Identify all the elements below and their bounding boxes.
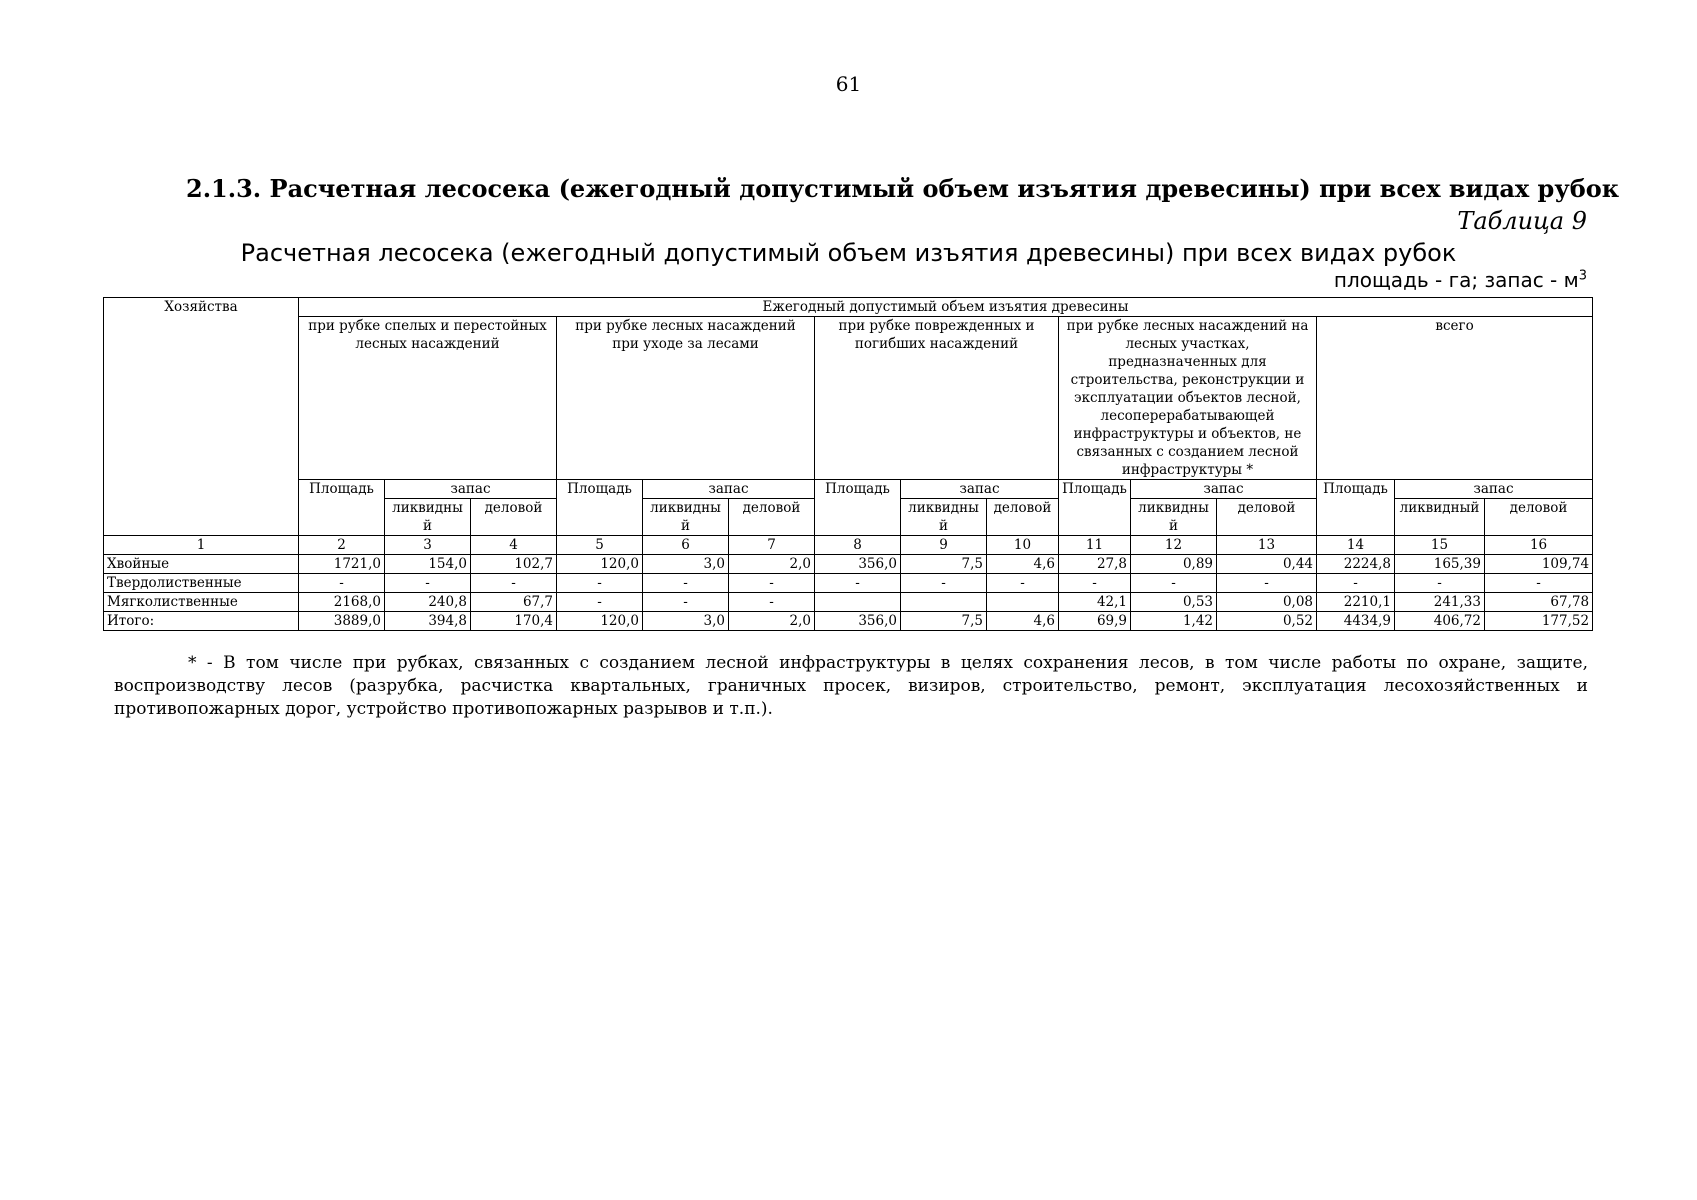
table-cell: 356,0 <box>815 612 901 631</box>
page-number: 61 <box>835 72 862 96</box>
header-stock: запас <box>385 480 557 499</box>
header-group-total: всего <box>1317 317 1593 480</box>
table-cell: 0,53 <box>1131 593 1217 612</box>
table-cell: - <box>1395 574 1485 593</box>
row-label: Твердолиственные <box>104 574 299 593</box>
table-cell: 240,8 <box>385 593 471 612</box>
header-business: деловой <box>1217 499 1317 536</box>
header-business: деловой <box>1485 499 1593 536</box>
units-note <box>1334 268 1587 292</box>
table-row <box>104 555 1593 574</box>
table-cell: 1721,0 <box>299 555 385 574</box>
table-cell: - <box>643 574 729 593</box>
table-cell: 7,5 <box>901 555 987 574</box>
table-cell: 4,6 <box>987 555 1059 574</box>
table-cell: 0,44 <box>1217 555 1317 574</box>
table-cell: 120,0 <box>557 612 643 631</box>
table-cell: 7,5 <box>901 612 987 631</box>
header-liquid: ликвидный <box>385 499 471 536</box>
header-stock: запас <box>1395 480 1593 499</box>
column-number: 16 <box>1485 536 1593 555</box>
table-body <box>104 555 1593 631</box>
footnote: * - В том числе при рубках, связанных с созданием лесной инфраструктуры в целях сохранения лесов, в том числе работы по охране, защите, воспроизводству лесов (разрубка, расчистка квартальных, граничных просек, визиров, строительство, ремонт, эксплуатация лесохозяйственных и противопожарных дорог, устройство противопожарных разрывов и т.п.). <box>114 653 1588 719</box>
table-cell: - <box>299 574 385 593</box>
header-liquid: ликвидный <box>1131 499 1217 536</box>
table-cell: - <box>1217 574 1317 593</box>
table-cell: 3889,0 <box>299 612 385 631</box>
table-cell: - <box>471 574 557 593</box>
units-text: площадь - га; запас - м <box>1333 268 1579 292</box>
header-stock: запас <box>901 480 1059 499</box>
table-cell: - <box>729 574 815 593</box>
table-cell <box>901 593 987 612</box>
column-number: 8 <box>815 536 901 555</box>
table-cell: 154,0 <box>385 555 471 574</box>
table-cell: 42,1 <box>1059 593 1131 612</box>
table-cell: 69,9 <box>1059 612 1131 631</box>
table-header <box>104 298 1593 555</box>
column-number: 9 <box>901 536 987 555</box>
header-annual-volume: Ежегодный допустимый объем изъятия древесины <box>299 298 1593 317</box>
header-business: деловой <box>987 499 1059 536</box>
column-number: 6 <box>643 536 729 555</box>
table-cell: 4434,9 <box>1317 612 1395 631</box>
header-group-damaged: при рубке поврежденных и погибших насаждений <box>815 317 1059 480</box>
header-farms: Хозяйства <box>104 298 299 536</box>
table-cell: 2,0 <box>729 612 815 631</box>
column-number: 15 <box>1395 536 1485 555</box>
table-cell: 177,52 <box>1485 612 1593 631</box>
table-cell: 2224,8 <box>1317 555 1395 574</box>
header-area: Площадь <box>815 480 901 536</box>
header-area: Площадь <box>1317 480 1395 536</box>
column-number: 5 <box>557 536 643 555</box>
row-label: Итого: <box>104 612 299 631</box>
column-number: 12 <box>1131 536 1217 555</box>
table-cell: 2210,1 <box>1317 593 1395 612</box>
column-number: 13 <box>1217 536 1317 555</box>
table-cell: 0,89 <box>1131 555 1217 574</box>
table-cell: 406,72 <box>1395 612 1485 631</box>
column-number: 14 <box>1317 536 1395 555</box>
table-cell: - <box>1485 574 1593 593</box>
table-row <box>104 612 1593 631</box>
header-area: Площадь <box>557 480 643 536</box>
table-cell: 3,0 <box>643 555 729 574</box>
table-row <box>104 574 1593 593</box>
header-business: деловой <box>729 499 815 536</box>
table-label: Таблица 9 <box>1457 207 1587 235</box>
table-cell <box>815 593 901 612</box>
header-liquid: ликвидный <box>901 499 987 536</box>
table-cell: - <box>815 574 901 593</box>
table-cell: 0,52 <box>1217 612 1317 631</box>
table-cell: - <box>1317 574 1395 593</box>
header-liquid: ликвидный <box>643 499 729 536</box>
table-cell: 3,0 <box>643 612 729 631</box>
table-cell: - <box>385 574 471 593</box>
units-superscript: 3 <box>1578 268 1587 284</box>
column-number: 2 <box>299 536 385 555</box>
table-cell: 109,74 <box>1485 555 1593 574</box>
table-cell: 102,7 <box>471 555 557 574</box>
table-cell: - <box>729 593 815 612</box>
table-cell: - <box>1131 574 1217 593</box>
table-cell: 67,78 <box>1485 593 1593 612</box>
table-cell: 356,0 <box>815 555 901 574</box>
header-liquid: ликвидный <box>1395 499 1485 536</box>
table-cell: 67,7 <box>471 593 557 612</box>
column-number: 1 <box>104 536 299 555</box>
harvest-table <box>103 297 1593 631</box>
header-group-mature: при рубке спелых и перестойных лесных насаждений <box>299 317 557 480</box>
table-cell: 394,8 <box>385 612 471 631</box>
table-cell: 120,0 <box>557 555 643 574</box>
table-cell: - <box>1059 574 1131 593</box>
header-business: деловой <box>471 499 557 536</box>
column-number-row <box>104 536 1593 555</box>
section-heading: 2.1.3. Расчетная лесосека (ежегодный допустимый объем изъятия древесины) при всех видах рубок <box>186 174 1620 203</box>
table-cell: 241,33 <box>1395 593 1485 612</box>
table-cell: 1,42 <box>1131 612 1217 631</box>
header-stock: запас <box>1131 480 1317 499</box>
table-cell: 4,6 <box>987 612 1059 631</box>
table-cell: 27,8 <box>1059 555 1131 574</box>
column-number: 7 <box>729 536 815 555</box>
table-cell: - <box>557 593 643 612</box>
table-row <box>104 593 1593 612</box>
column-number: 11 <box>1059 536 1131 555</box>
table-cell: 0,08 <box>1217 593 1317 612</box>
table-cell: - <box>557 574 643 593</box>
table-cell <box>987 593 1059 612</box>
header-area: Площадь <box>299 480 385 536</box>
row-label: Мягколиственные <box>104 593 299 612</box>
header-area: Площадь <box>1059 480 1131 536</box>
column-number: 4 <box>471 536 557 555</box>
column-number: 10 <box>987 536 1059 555</box>
table-cell: - <box>643 593 729 612</box>
table-cell: 2,0 <box>729 555 815 574</box>
table-cell: 165,39 <box>1395 555 1485 574</box>
table-cell: 170,4 <box>471 612 557 631</box>
header-stock: запас <box>643 480 815 499</box>
table-cell: 2168,0 <box>299 593 385 612</box>
row-label: Хвойные <box>104 555 299 574</box>
table-cell: - <box>987 574 1059 593</box>
header-group-care: при рубке лесных насаждений при уходе за лесами <box>557 317 815 480</box>
column-number: 3 <box>385 536 471 555</box>
table-cell: - <box>901 574 987 593</box>
table-caption: Расчетная лесосека (ежегодный допустимый объем изъятия древесины) при всех видах рубок <box>240 239 1457 267</box>
header-group-construction: при рубке лесных насаждений на лесных участках, предназначенных для строительства, реконструкции и эксплуатации объектов лесной, лесоперерабатывающей инфраструктуры и объектов, не связанных с созданием лесной инфраструктуры * <box>1059 317 1317 480</box>
